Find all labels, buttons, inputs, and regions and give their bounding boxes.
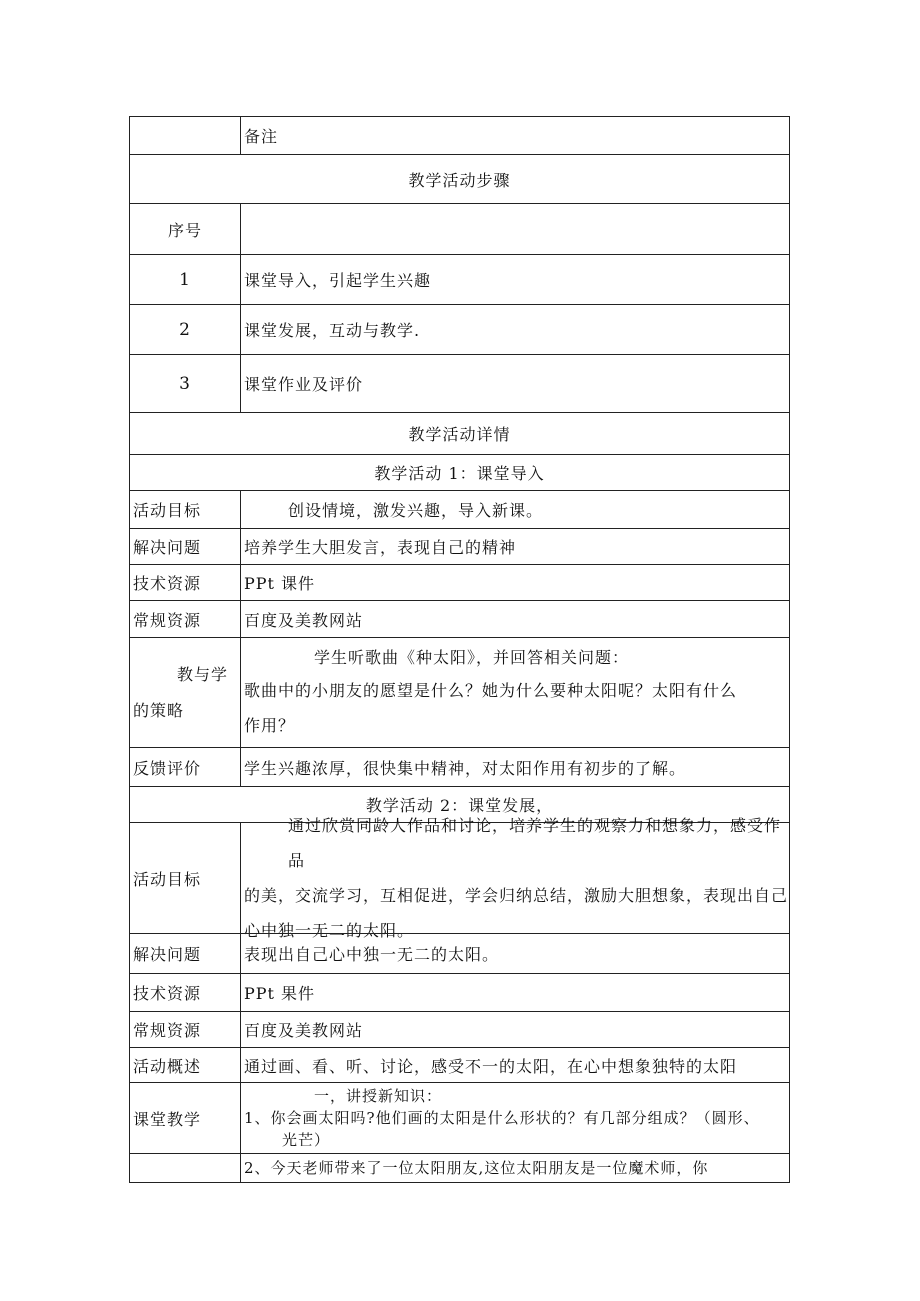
activity1-general-label: 常规资源 — [130, 601, 241, 637]
strategy-line2: 歌曲中的小朋友的愿望是什么？她为什么要种太阳呢？太阳有什么 — [244, 680, 738, 700]
activity2-general-row — [129, 1011, 790, 1047]
goal-line1: 通过欣赏同龄人作品和讨论，培养学生的观察力和想象力，感受作品 — [288, 816, 782, 870]
activity1-problem-row — [129, 528, 790, 564]
activity1-strategy — [241, 638, 789, 747]
activity1-goal-label: 活动目标 — [130, 491, 241, 528]
activity1-tech: PPt 课件 — [244, 574, 316, 593]
class-line3: 光芒） — [282, 1131, 331, 1149]
activity1-title: 教学活动 1：课堂导入 — [374, 464, 545, 483]
steps-title-row — [129, 154, 790, 203]
activity2-title: 教学活动 2：课堂发展， — [365, 796, 554, 815]
activity2-tech: PPt 果件 — [244, 984, 316, 1003]
activity2-tech-row — [129, 973, 790, 1011]
steps-header-row — [129, 203, 790, 254]
activity1-problem-label: 解决问题 — [130, 529, 241, 564]
activity1-feedback: 学生兴趣浓厚，很快集中精神，对太阳作用有初步的了解。 — [244, 758, 687, 778]
activity2-general-label: 常规资源 — [130, 1012, 241, 1047]
strategy-label-line1: 教与学 — [177, 664, 229, 684]
goal-line3: 心中独一无二的太阳。 — [244, 921, 415, 940]
goal-line2: 的美，交流学习，互相促进，学会归纳总结，激励大胆想象，表现出自己 — [244, 886, 789, 905]
activity2-problem: 表现出自己心中独一无二的太阳。 — [244, 945, 500, 964]
activity1-strategy-label — [130, 638, 241, 747]
details-title-row — [129, 412, 790, 454]
strategy-line3: 作用？ — [244, 715, 296, 735]
step-seq: 1 — [130, 255, 241, 304]
activity1-tech-label: 技术资源 — [130, 565, 241, 600]
strategy-line1: 学生听歌曲《种太阳》，并回答相关问题： — [314, 647, 630, 667]
activity2-tech-label: 技术资源 — [130, 974, 241, 1011]
step-seq: 3 — [130, 355, 241, 412]
activity2-overview: 通过画、看、听、讨论，感受不一的太阳，在心中想象独特的太阳 — [244, 1056, 738, 1076]
activity1-goal-row — [129, 490, 790, 528]
remark-label: 备注 — [244, 127, 279, 146]
activity1-general: 百度及美教网站 — [244, 610, 364, 630]
seq-header: 序号 — [130, 204, 241, 254]
activity2-goal — [241, 816, 789, 940]
lesson-plan-table — [129, 116, 790, 1183]
activity1-strategy-row — [129, 637, 790, 747]
activity2-class-continue-row — [129, 1153, 790, 1183]
activity1-goal: 创设情境，激发兴趣，导入新课。 — [288, 501, 544, 520]
activity2-class-continue-label — [130, 1154, 241, 1182]
activity2-class-row — [129, 1082, 790, 1153]
activity1-feedback-row — [129, 747, 790, 786]
activity1-problem: 培养学生大胆发言，表现自己的精神 — [244, 538, 517, 557]
step-content: 课堂导入，引起学生兴趣 — [244, 271, 432, 290]
activity2-overview-label: 活动概述 — [130, 1048, 241, 1082]
step-row — [129, 254, 790, 304]
activity2-problem-label: 解决问题 — [130, 934, 241, 973]
class-line4: 2、今天老师带来了一位太阳朋友,这位太阳朋友是一位魔术师，你 — [244, 1159, 709, 1177]
strategy-label-line2: 的策略 — [133, 700, 185, 720]
step-content: 课堂作业及评价 — [244, 375, 364, 394]
steps-title: 教学活动步骤 — [408, 170, 511, 190]
step-seq: 2 — [130, 305, 241, 354]
remark-row — [129, 116, 790, 154]
activity1-title-row — [129, 454, 790, 490]
activity2-goal-label: 活动目标 — [130, 823, 241, 933]
activity1-tech-row — [129, 564, 790, 600]
step-content: 课堂发展，互动与教学. — [244, 321, 421, 340]
remark-label-empty — [130, 117, 241, 154]
activity2-goal-row — [129, 816, 790, 940]
activity2-problem-row — [129, 933, 790, 973]
activity1-feedback-label: 反馈评价 — [130, 748, 241, 786]
class-line1: 一，讲授新知识： — [314, 1087, 443, 1105]
activity2-class-label: 课堂教学 — [130, 1083, 241, 1153]
activity2-overview-row — [129, 1047, 790, 1082]
activity1-general-row — [129, 600, 790, 637]
activity2-general: 百度及美教网站 — [244, 1021, 364, 1040]
content-header — [241, 204, 789, 254]
details-title: 教学活动详情 — [408, 425, 511, 444]
step-row — [129, 304, 790, 354]
activity2-class — [241, 1083, 789, 1153]
step-row — [129, 354, 790, 412]
class-line2: 1、你会画太阳吗?他们画的太阳是什么形状的？有几部分组成？（圆形、 — [244, 1109, 760, 1127]
